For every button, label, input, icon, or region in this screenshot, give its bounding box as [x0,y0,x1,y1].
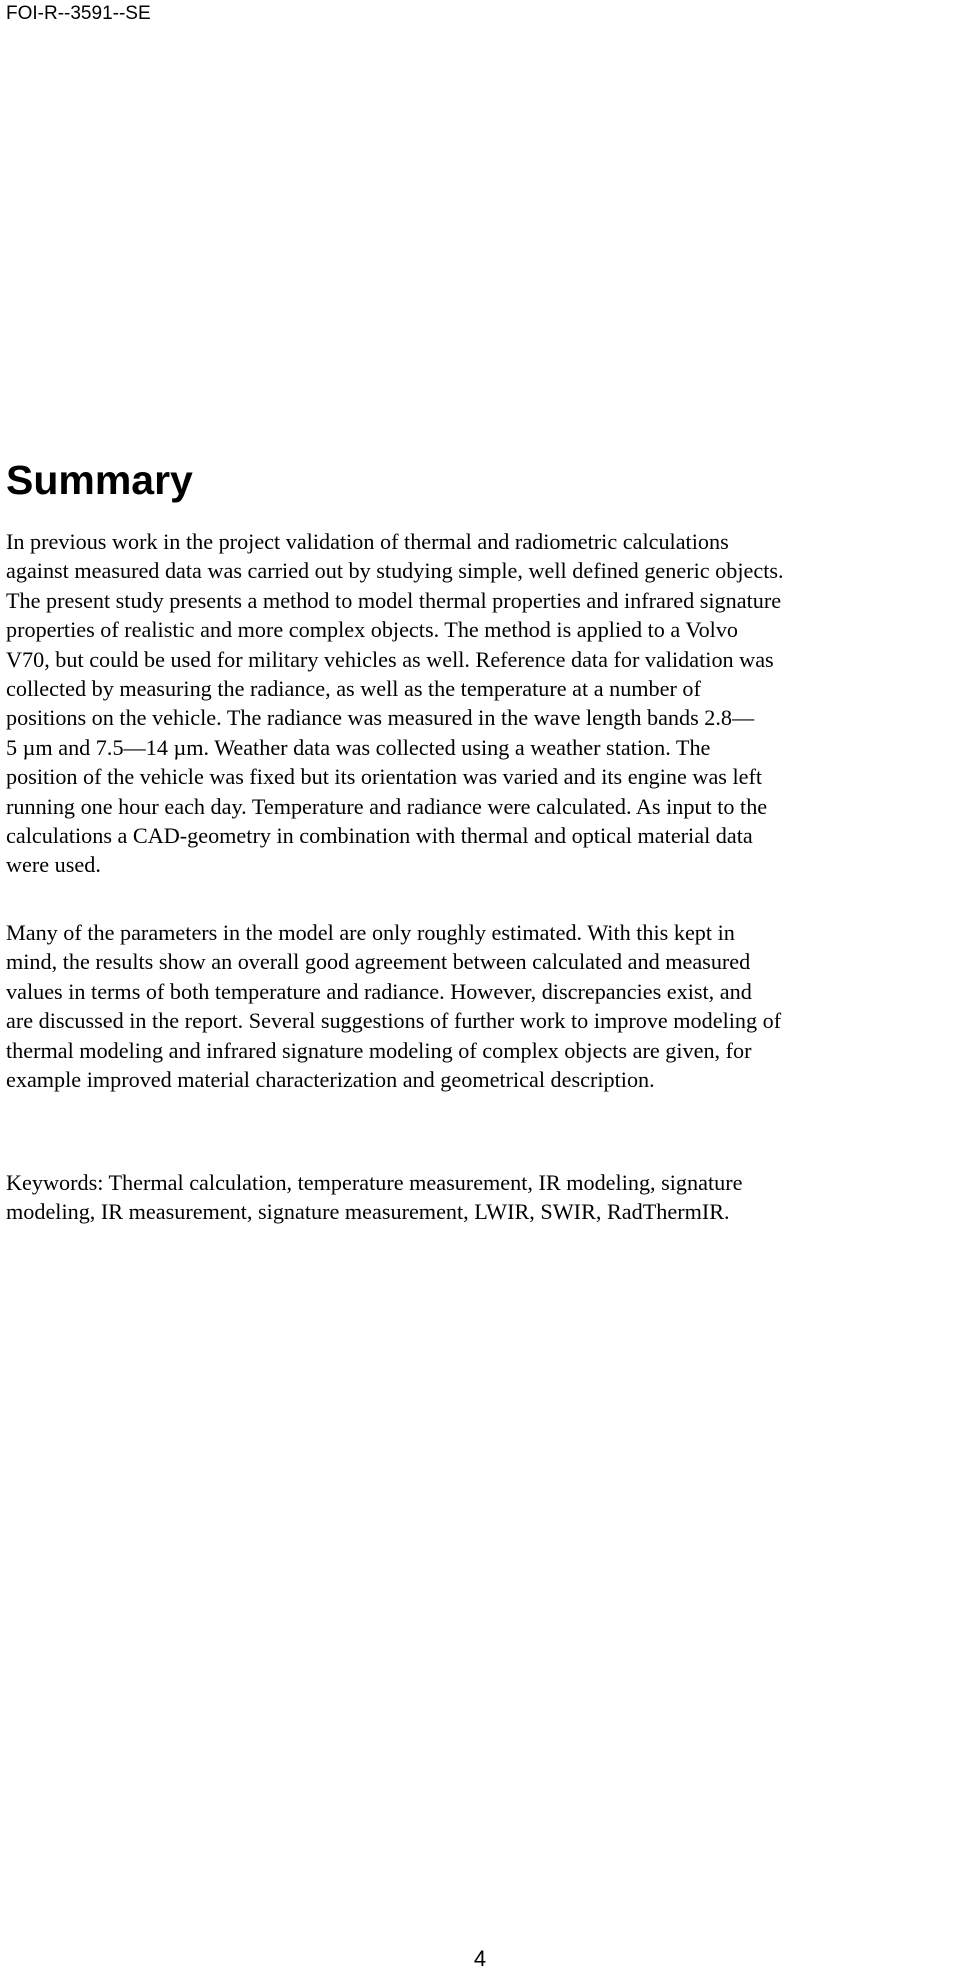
text-line: 5 µm and 7.5—14 µm. Weather data was collected using a weather station. The [6,734,711,760]
text-line: example improved material characterization and geometrical description. [6,1067,655,1093]
text-line: values in terms of both temperature and radiance. However, discrepancies exist, and [6,978,752,1004]
text-line: are discussed in the report. Several suggestions of further work to improve modeling of [6,1008,782,1034]
text-line: positions on the vehicle. The radiance was measured in the wave length bands 2.8— [6,705,755,731]
summary-paragraph-2 [6,918,954,1094]
text-line: thermal modeling and infrared signature modeling of complex objects are given, for [6,1037,752,1063]
text-line: were used. [6,852,101,878]
text-line: properties of realistic and more complex objects. The method is applied to a Volvo [6,617,739,643]
page-number: 4 [473,1946,487,1971]
report-id: FOI-R--3591--SE [6,3,151,24]
keywords-paragraph [6,1168,954,1227]
text-line: Many of the parameters in the model are only roughly estimated. With this kept in [6,920,735,945]
text-line: mind, the results show an overall good agreement between calculated and measured [6,949,751,975]
text-line: running one hour each day. Temperature and radiance were calculated. As input to the [6,793,768,819]
text-line: against measured data was carried out by studying simple, well defined generic objects. [6,558,784,584]
text-line: position of the vehicle was fixed but its orientation was varied and its engine was left [6,764,763,790]
summary-heading: Summary [6,457,193,503]
summary-paragraph-1 [6,527,954,880]
text-line: collected by measuring the radiance, as well as the temperature at a number of [6,676,701,702]
text-line: modeling, IR measurement, signature measurement, LWIR, SWIR, RadThermIR. [6,1199,730,1225]
text-line: V70, but could be used for military vehicles as well. Reference data for validation was [6,646,774,672]
text-line: Keywords: Thermal calculation, temperature measurement, IR modeling, signature [6,1170,743,1195]
text-line: The present study presents a method to model thermal properties and infrared signature [6,587,782,613]
text-line: calculations a CAD-geometry in combination with thermal and optical material data [6,823,753,849]
text-line: In previous work in the project validation of thermal and radiometric calculations [6,529,729,554]
